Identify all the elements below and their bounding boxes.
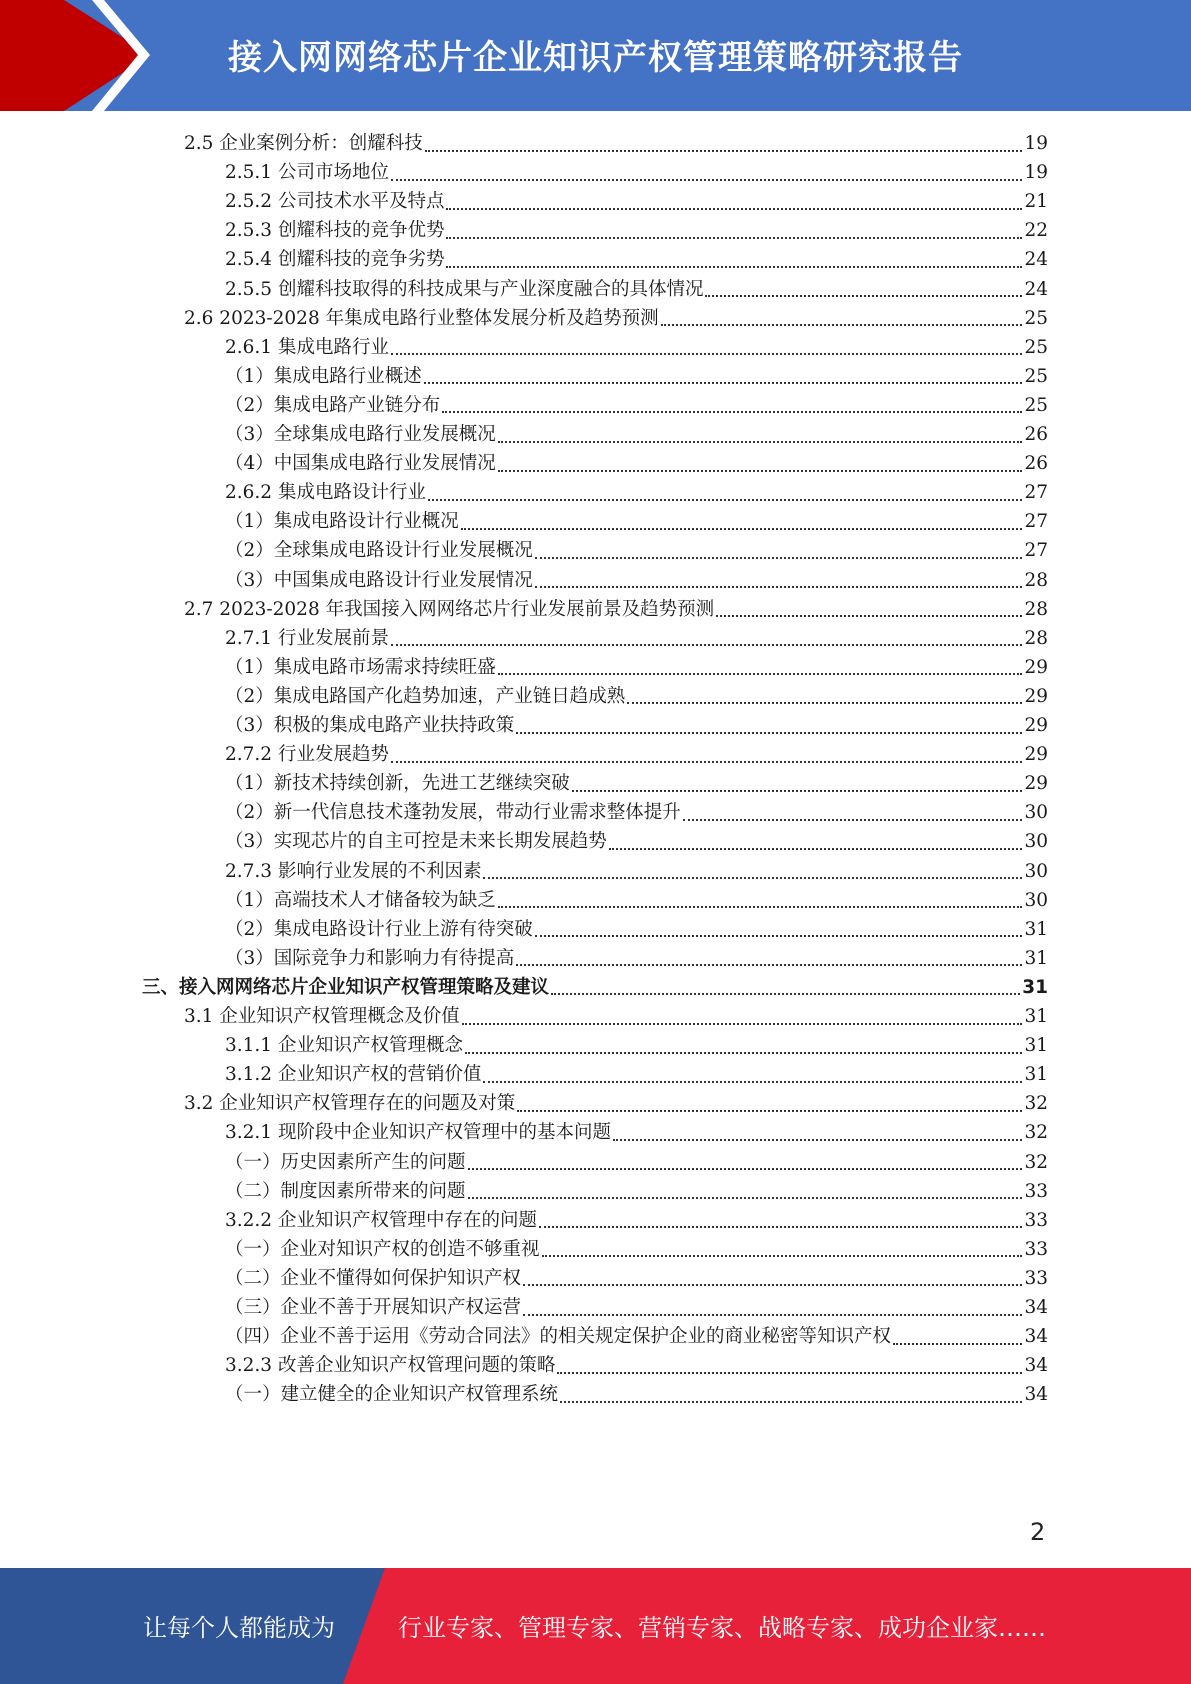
toc-entry[interactable]	[225, 419, 1048, 450]
toc-entry[interactable]	[225, 215, 1048, 246]
toc-entry[interactable]	[225, 1059, 1048, 1090]
toc-dot-leader	[705, 295, 1022, 297]
toc-dot-leader	[425, 150, 1023, 152]
toc-entry-page: 30	[1024, 802, 1048, 824]
toc-entry[interactable]	[225, 914, 1048, 945]
toc-entry-page: 22	[1024, 220, 1048, 242]
toc-entry-title: 2.7 2023-2028 年我国接入网网络芯片行业发展前景及趋势预测	[184, 598, 715, 620]
toc-dot-leader	[661, 324, 1023, 326]
toc-dot-leader	[560, 1401, 1022, 1403]
toc-entry-page: 30	[1024, 831, 1048, 853]
toc-entry[interactable]	[225, 1263, 1048, 1294]
toc-dot-leader	[542, 1255, 1023, 1257]
toc-dot-leader	[483, 1081, 1022, 1083]
toc-entry-title: 2.5.4 创耀科技的竞争劣势	[225, 249, 445, 271]
page-header	[0, 0, 1191, 111]
toc-dot-leader	[539, 1226, 1022, 1228]
toc-entry-page: 31	[1024, 947, 1048, 969]
toc-entry[interactable]	[225, 885, 1048, 916]
toc-entry-title: 三、接入网网络芯片企业知识产权管理策略及建议	[142, 976, 550, 998]
toc-entry-title: （1）集成电路行业概述	[225, 365, 422, 387]
toc-dot-leader	[428, 499, 1022, 501]
toc-entry-title: （1）集成电路市场需求持续旺盛	[225, 656, 496, 678]
toc-entry-page: 25	[1024, 394, 1048, 416]
toc-entry-page: 21	[1024, 191, 1048, 213]
toc-dot-leader	[442, 411, 1022, 413]
toc-entry-page: 29	[1024, 773, 1048, 795]
toc-entry-page: 31	[1024, 918, 1048, 940]
toc-entry[interactable]	[225, 1350, 1048, 1381]
toc-entry[interactable]	[225, 797, 1048, 828]
header-red-arrow-decoration	[0, 0, 150, 111]
toc-entry-title: 3.2.3 改善企业知识产权管理问题的策略	[225, 1355, 556, 1377]
toc-entry-page: 34	[1024, 1297, 1048, 1318]
toc-dot-leader	[468, 1168, 1023, 1170]
toc-entry-title: （二）企业不懂得如何保护知识产权	[225, 1267, 522, 1289]
toc-dot-leader	[446, 266, 1022, 268]
toc-entry-page: 25	[1024, 365, 1048, 387]
toc-entry-page: 25	[1024, 307, 1048, 329]
page-number: 2	[1030, 1518, 1046, 1546]
toc-entry-title: 2.6.2 集成电路设计行业	[225, 482, 426, 504]
toc-dot-leader	[572, 790, 1023, 792]
toc-entry-page: 29	[1024, 656, 1048, 678]
toc-entry-page: 34	[1024, 1355, 1048, 1377]
toc-entry[interactable]	[225, 186, 1048, 217]
toc-entry-title: （3）国际竞争力和影响力有待提高	[225, 947, 515, 969]
toc-entry-title: （3）实现芯片的自主可控是未来长期发展趋势	[225, 831, 607, 853]
toc-entry[interactable]	[225, 448, 1048, 479]
toc-dot-leader	[498, 673, 1023, 675]
toc-entry-page: 32	[1024, 1122, 1048, 1144]
toc-dot-leader	[446, 208, 1022, 210]
toc-entry-page: 26	[1024, 453, 1048, 475]
toc-dot-leader	[391, 353, 1022, 355]
toc-entry-page: 28	[1024, 598, 1048, 620]
toc-dot-leader	[893, 1343, 1022, 1345]
toc-dot-leader	[516, 732, 1022, 734]
toc-entry-title: 2.5.3 创耀科技的竞争优势	[225, 220, 445, 242]
toc-entry-title: 3.1.2 企业知识产权的营销价值	[225, 1064, 482, 1086]
toc-entry-title: （2）集成电路产业链分布	[225, 394, 441, 416]
toc-dot-leader	[498, 906, 1023, 908]
toc-entry[interactable]	[184, 128, 1048, 159]
toc-entry[interactable]	[142, 972, 1048, 1003]
toc-entry-title: （2）集成电路设计行业上游有待突破	[225, 918, 533, 940]
toc-dot-leader	[683, 819, 1023, 821]
toc-entry[interactable]	[225, 623, 1048, 654]
toc-entry-page: 33	[1024, 1238, 1048, 1260]
toc-entry-title: （2）全球集成电路设计行业发展概况	[225, 540, 533, 562]
toc-entry-title: 2.6.1 集成电路行业	[225, 336, 389, 358]
toc-entry-page: 34	[1024, 1326, 1048, 1348]
toc-entry-page: 19	[1024, 133, 1048, 154]
toc-entry-title: （四）企业不善于运用《劳动合同法》的相关规定保护企业的商业秘密等知识产权	[225, 1326, 892, 1348]
toc-entry-title: 3.2.1 现阶段中企业知识产权管理中的基本问题	[225, 1122, 611, 1144]
toc-entry-title: （一）建立健全的企业知识产权管理系统	[225, 1384, 559, 1406]
toc-dot-leader	[523, 1314, 1022, 1316]
toc-entry-title: （一）企业对知识产权的创造不够重视	[225, 1238, 540, 1260]
toc-entry[interactable]	[225, 1176, 1048, 1207]
toc-entry-title: （3）全球集成电路行业发展概况	[225, 424, 496, 445]
toc-dot-leader	[483, 877, 1022, 879]
toc-dot-leader	[535, 557, 1023, 559]
toc-entry-page: 32	[1024, 1151, 1048, 1173]
toc-entry[interactable]	[225, 477, 1048, 508]
toc-dot-leader	[613, 1139, 1022, 1141]
toc-dot-leader	[517, 1110, 1022, 1112]
toc-entry-page: 29	[1024, 685, 1048, 707]
toc-entry-page: 33	[1024, 1180, 1048, 1202]
toc-entry-title: （2）集成电路国产化趋势加速，产业链日趋成熟	[225, 685, 626, 707]
toc-entry-title: 2.5 企业案例分析：创耀科技	[184, 133, 423, 154]
toc-dot-leader	[609, 848, 1023, 850]
toc-entry-page: 26	[1024, 424, 1048, 445]
toc-dot-leader	[716, 615, 1022, 617]
toc-dot-leader	[465, 1052, 1022, 1054]
toc-entry[interactable]	[225, 1205, 1048, 1236]
toc-entry-page: 28	[1024, 627, 1048, 649]
toc-entry-page: 34	[1024, 1384, 1048, 1406]
toc-entry-title: 2.7.2 行业发展趋势	[225, 744, 389, 766]
toc-entry-page: 31	[1024, 1006, 1048, 1027]
toc-entry[interactable]	[225, 506, 1048, 537]
toc-entry-page: 31	[1022, 976, 1048, 998]
toc-entry-title: （1）新技术持续创新，先进工艺继续突破	[225, 773, 570, 795]
toc-entry[interactable]	[184, 303, 1048, 334]
toc-entry-page: 32	[1024, 1093, 1048, 1115]
toc-entry[interactable]	[225, 943, 1048, 974]
toc-entry[interactable]	[225, 535, 1048, 566]
toc-entry[interactable]	[225, 856, 1048, 887]
page-footer	[0, 1568, 1191, 1684]
toc-entry-page: 24	[1024, 249, 1048, 271]
toc-dot-leader	[461, 528, 1023, 530]
toc-entry-title: 2.7.1 行业发展前景	[225, 627, 389, 649]
toc-entry-title: （三）企业不善于开展知识产权运营	[225, 1297, 522, 1318]
toc-entry[interactable]	[184, 594, 1048, 625]
toc-entry-title: 3.2.2 企业知识产权管理中存在的问题	[225, 1209, 537, 1231]
toc-entry-title: （4）中国集成电路行业发展情况	[225, 453, 496, 475]
toc-entry[interactable]	[225, 1379, 1048, 1410]
toc-entry-title: 2.7.3 影响行业发展的不利因素	[225, 860, 482, 882]
toc-entry[interactable]	[225, 332, 1048, 363]
toc-entry-title: （2）新一代信息技术蓬勃发展，带动行业需求整体提升	[225, 802, 681, 824]
toc-entry-page: 31	[1024, 1035, 1048, 1057]
toc-entry-title: 2.5.5 创耀科技取得的科技成果与产业深度融合的具体情况	[225, 278, 704, 300]
toc-entry-title: 2.5.1 公司市场地位	[225, 162, 389, 184]
toc-entry[interactable]	[225, 681, 1048, 712]
toc-entry-title: 3.1 企业知识产权管理概念及价值	[184, 1006, 460, 1027]
footer-slogan-left: 让每个人都能成为	[143, 1614, 335, 1642]
toc-entry[interactable]	[225, 565, 1048, 596]
toc-entry[interactable]	[184, 1001, 1048, 1032]
toc-entry[interactable]	[225, 390, 1048, 421]
toc-entry[interactable]	[225, 826, 1048, 857]
toc-entry-page: 33	[1024, 1209, 1048, 1231]
toc-entry[interactable]	[225, 1117, 1048, 1148]
toc-entry[interactable]	[225, 710, 1048, 741]
toc-entry-page: 28	[1024, 569, 1048, 591]
toc-entry[interactable]	[225, 361, 1048, 392]
toc-entry-page: 27	[1024, 540, 1048, 562]
toc-entry-page: 30	[1024, 889, 1048, 911]
toc-dot-leader	[523, 1284, 1022, 1286]
toc-entry-page: 33	[1024, 1267, 1048, 1289]
toc-dot-leader	[516, 964, 1022, 966]
toc-entry[interactable]	[225, 768, 1048, 799]
toc-entry-page: 29	[1024, 715, 1048, 736]
toc-entry-page: 31	[1024, 1064, 1048, 1086]
toc-dot-leader	[535, 935, 1023, 937]
toc-entry-title: 2.6 2023-2028 年集成电路行业整体发展分析及趋势预测	[184, 307, 659, 329]
toc-entry-title: 2.5.2 公司技术水平及特点	[225, 191, 445, 213]
toc-entry[interactable]	[225, 157, 1048, 188]
toc-entry-title: （3）积极的集成电路产业扶持政策	[225, 715, 515, 736]
toc-entry-title: （3）中国集成电路设计行业发展情况	[225, 569, 533, 591]
toc-entry-title: 3.2 企业知识产权管理存在的问题及对策	[184, 1093, 516, 1115]
toc-dot-leader	[391, 644, 1022, 646]
toc-dot-leader	[391, 761, 1022, 763]
toc-dot-leader	[391, 179, 1022, 181]
toc-dot-leader	[535, 586, 1023, 588]
toc-dot-leader	[551, 993, 1020, 995]
toc-dot-leader	[424, 382, 1023, 384]
report-title: 接入网网络芯片企业知识产权管理策略研究报告	[228, 38, 963, 78]
toc-entry-title: （二）制度因素所带来的问题	[225, 1180, 466, 1202]
toc-entry-page: 19	[1024, 162, 1048, 184]
toc-dot-leader	[557, 1372, 1022, 1374]
toc-entry[interactable]	[225, 1030, 1048, 1061]
toc-entry-page: 24	[1024, 278, 1048, 300]
toc-entry[interactable]	[184, 1088, 1048, 1119]
toc-entry-title: （一）历史因素所产生的问题	[225, 1151, 466, 1173]
toc-entry[interactable]	[225, 652, 1048, 683]
toc-dot-leader	[446, 237, 1022, 239]
toc-entry-title: （1）集成电路设计行业概况	[225, 511, 459, 533]
toc-entry[interactable]	[225, 1292, 1048, 1323]
toc-entry-page: 27	[1024, 482, 1048, 504]
toc-dot-leader	[498, 470, 1023, 472]
toc-entry[interactable]	[225, 1321, 1048, 1352]
toc-dot-leader	[468, 1197, 1023, 1199]
toc-entry[interactable]	[225, 274, 1048, 305]
toc-dot-leader	[462, 1023, 1023, 1025]
toc-entry-page: 27	[1024, 511, 1048, 533]
toc-entry[interactable]	[225, 244, 1048, 275]
footer-slogan-right: 行业专家、管理专家、营销专家、战略专家、成功企业家……	[398, 1614, 1046, 1642]
toc-entry-page: 25	[1024, 336, 1048, 358]
toc-entry[interactable]	[225, 739, 1048, 770]
toc-entry-page: 30	[1024, 860, 1048, 882]
toc-entry-title: （1）高端技术人才储备较为缺乏	[225, 889, 496, 911]
toc-dot-leader	[627, 702, 1022, 704]
toc-entry-page: 29	[1024, 744, 1048, 766]
toc-entry[interactable]	[225, 1234, 1048, 1265]
toc-entry-title: 3.1.1 企业知识产权管理概念	[225, 1035, 463, 1057]
toc-entry[interactable]	[225, 1147, 1048, 1178]
toc-dot-leader	[498, 441, 1023, 443]
